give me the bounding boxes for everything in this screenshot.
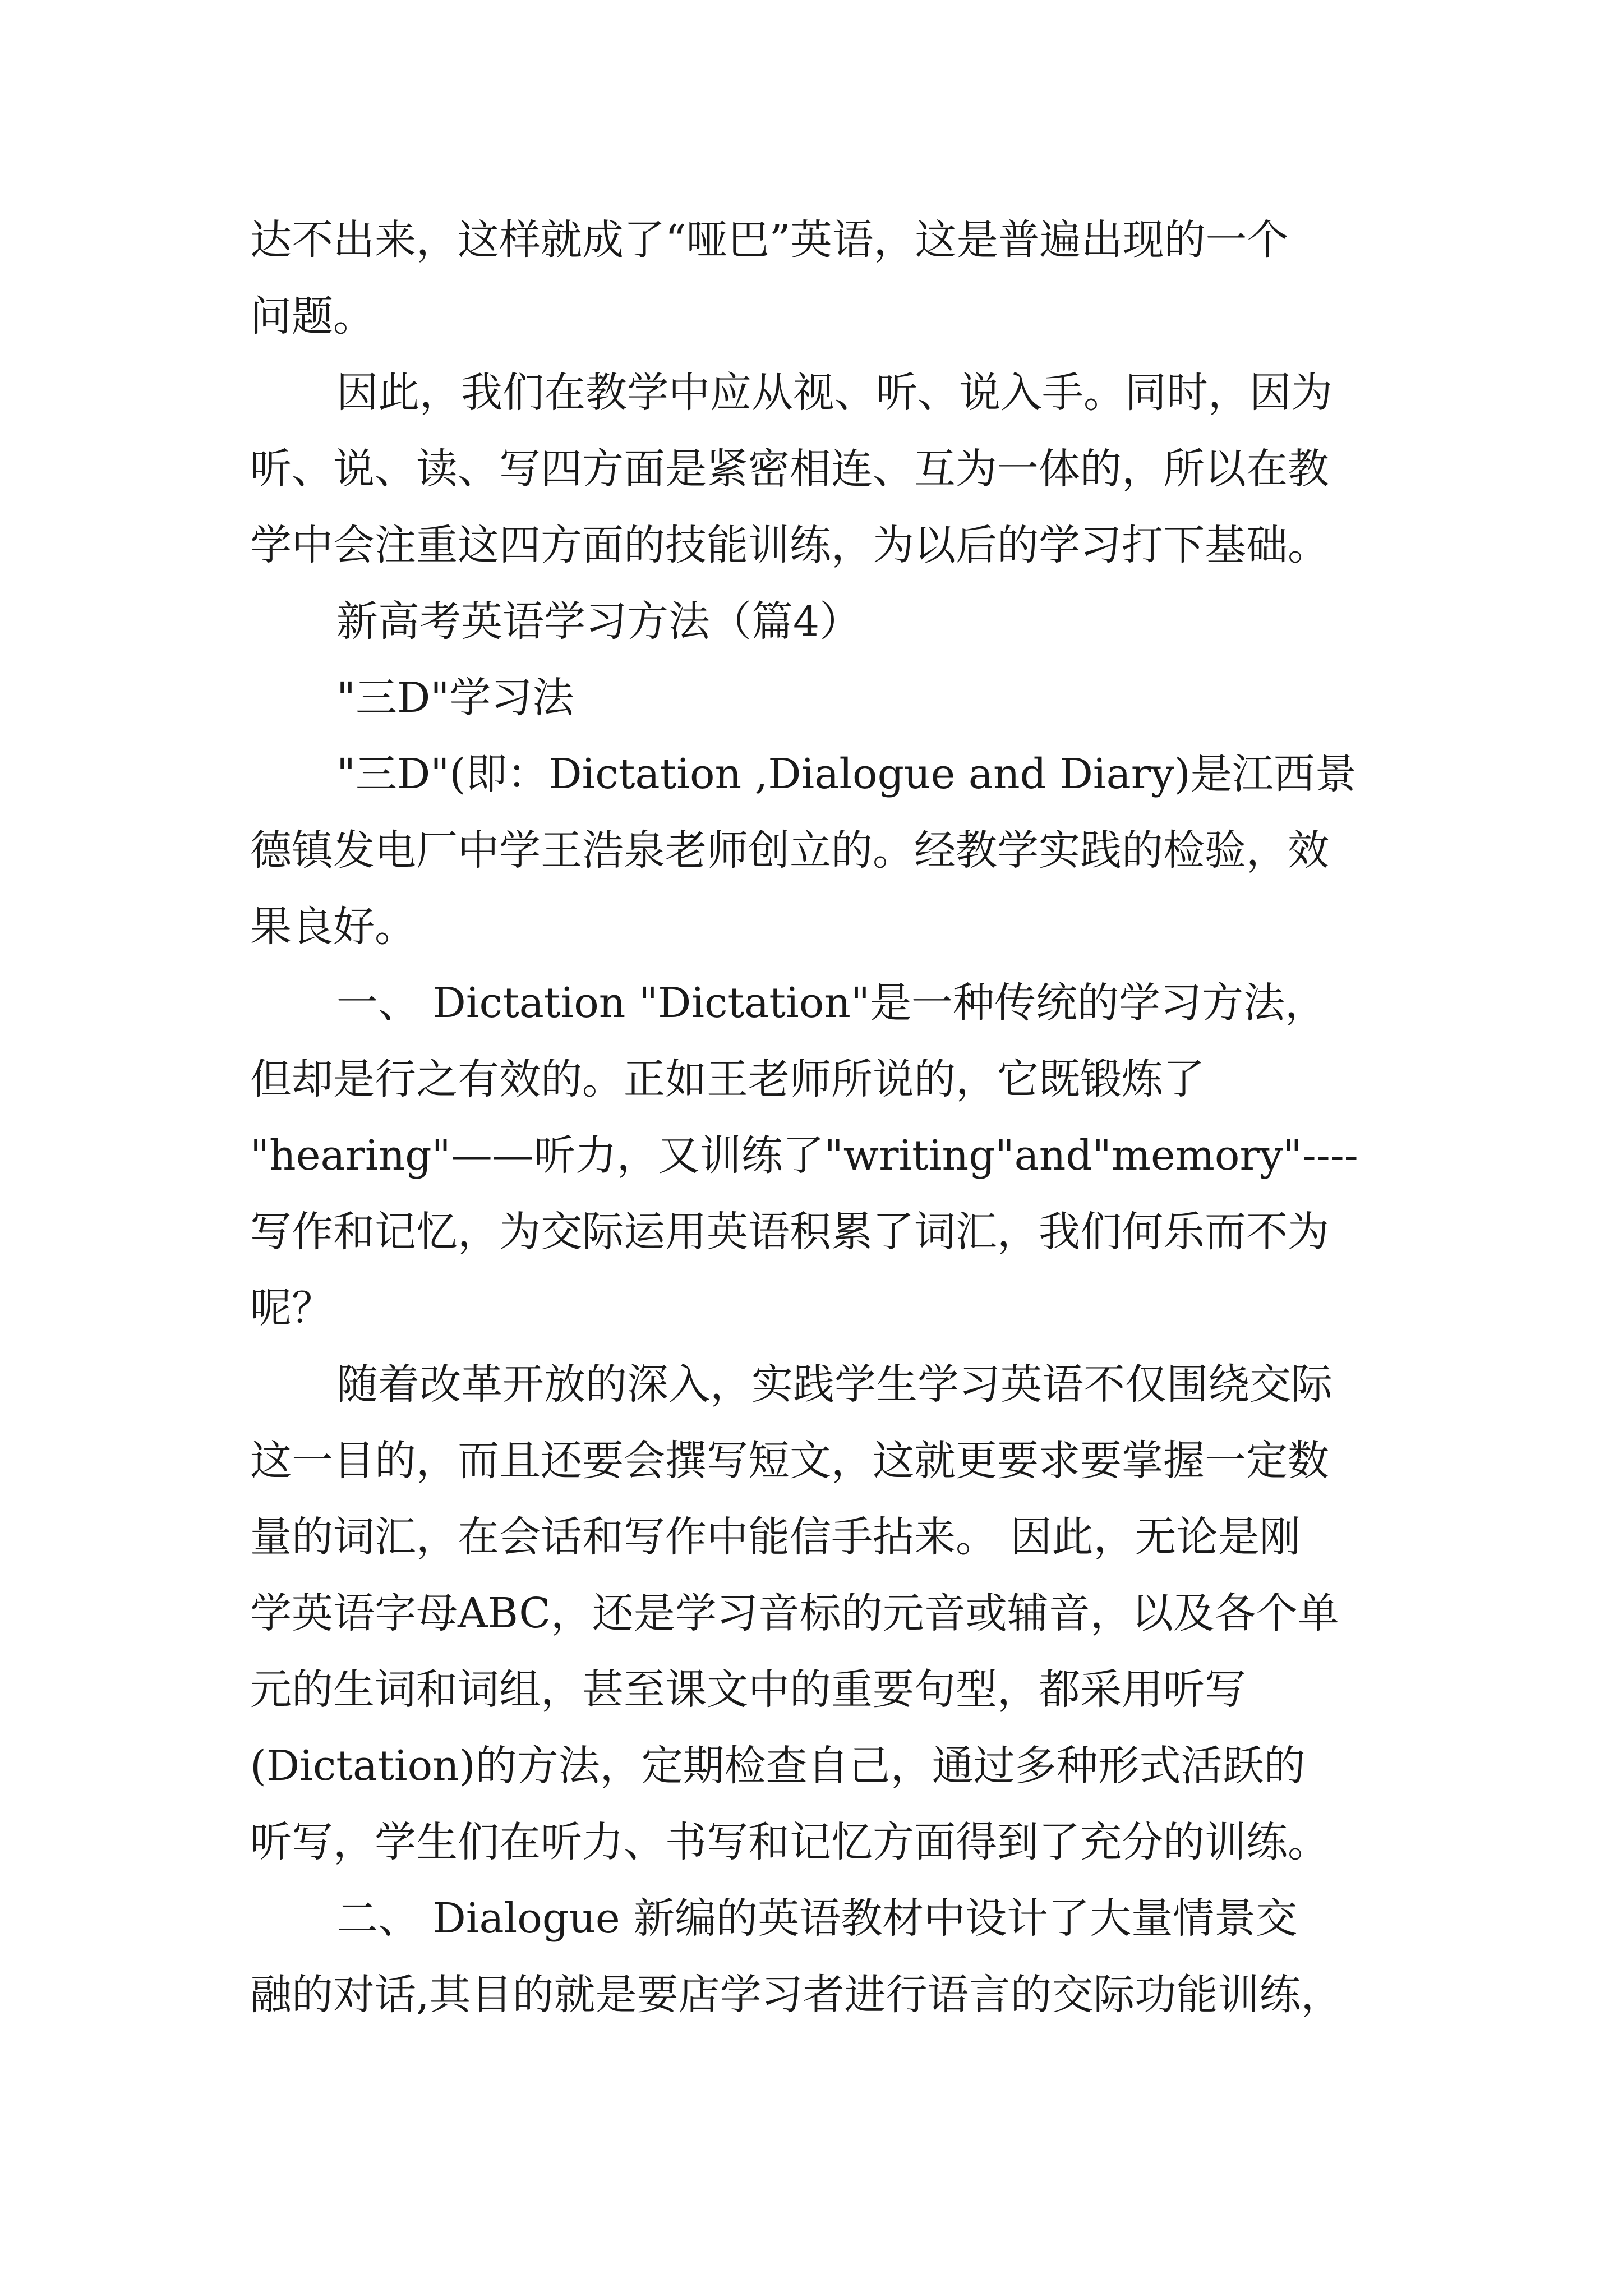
text-line: (Dictation)的方法，定期检查自己，通过多种形式活跃的 <box>250 1742 1306 1790</box>
text-line: 呢？ <box>250 1284 333 1332</box>
text-line: 达不出来，这样就成了“哑巴”英语，这是普遍出现的一个 <box>250 216 1289 264</box>
text-line: 因此，我们在教学中应从视、听、说入手。同时，因为 <box>336 369 1332 417</box>
text-line: 二、 Dialogue 新编的英语教材中设计了大量情景交 <box>336 1894 1298 1943</box>
text-line: "三D"(即：Dictation ,Dialogue and Diary)是江西景 <box>336 750 1357 798</box>
text-line: 听、说、读、写四方面是紧密相连、互为一体的，所以在教 <box>250 445 1329 493</box>
text-line: 量的词汇，在会话和写作中能信手拈来。 因此，无论是刚 <box>250 1513 1301 1561</box>
text-line: 但却是行之有效的。正如王老师所说的，它既锻炼了 <box>250 1055 1205 1103</box>
method-heading: "三D"学习法 <box>336 674 574 722</box>
text-line: 问题。 <box>250 292 375 341</box>
text-line: 随着改革开放的深入，实践学生学习英语不仅围绕交际 <box>336 1360 1332 1409</box>
text-line: 元的生词和词组，甚至课文中的重要句型，都采用听写 <box>250 1665 1246 1714</box>
text-line: 学英语字母ABC，还是学习音标的元音或辅音，以及各个单 <box>250 1589 1339 1637</box>
section-heading: 新高考英语学习方法（篇4） <box>336 597 861 646</box>
text-line: 写作和记忆，为交际运用英语积累了词汇，我们何乐而不为 <box>250 1208 1329 1256</box>
text-line: 听写，学生们在听力、书写和记忆方面得到了充分的训练。 <box>250 1818 1329 1866</box>
text-line: 融的对话,其目的就是要店学习者进行语言的交际功能训练， <box>250 1971 1343 2019</box>
text-line: 这一目的，而且还要会撰写短文，这就更要求要掌握一定数 <box>250 1437 1329 1485</box>
text-line: "hearing"——听力，又训练了"writing"and"memory"---- <box>250 1131 1358 1180</box>
text-line: 果良好。 <box>250 903 416 951</box>
text-line: 德镇发电厂中学王浩泉老师创立的。经教学实践的检验，效 <box>250 826 1329 875</box>
text-line: 学中会注重这四方面的技能训练，为以后的学习打下基础。 <box>250 521 1329 569</box>
text-line: 一、 Dictation "Dictation"是一种传统的学习方法， <box>336 979 1326 1027</box>
